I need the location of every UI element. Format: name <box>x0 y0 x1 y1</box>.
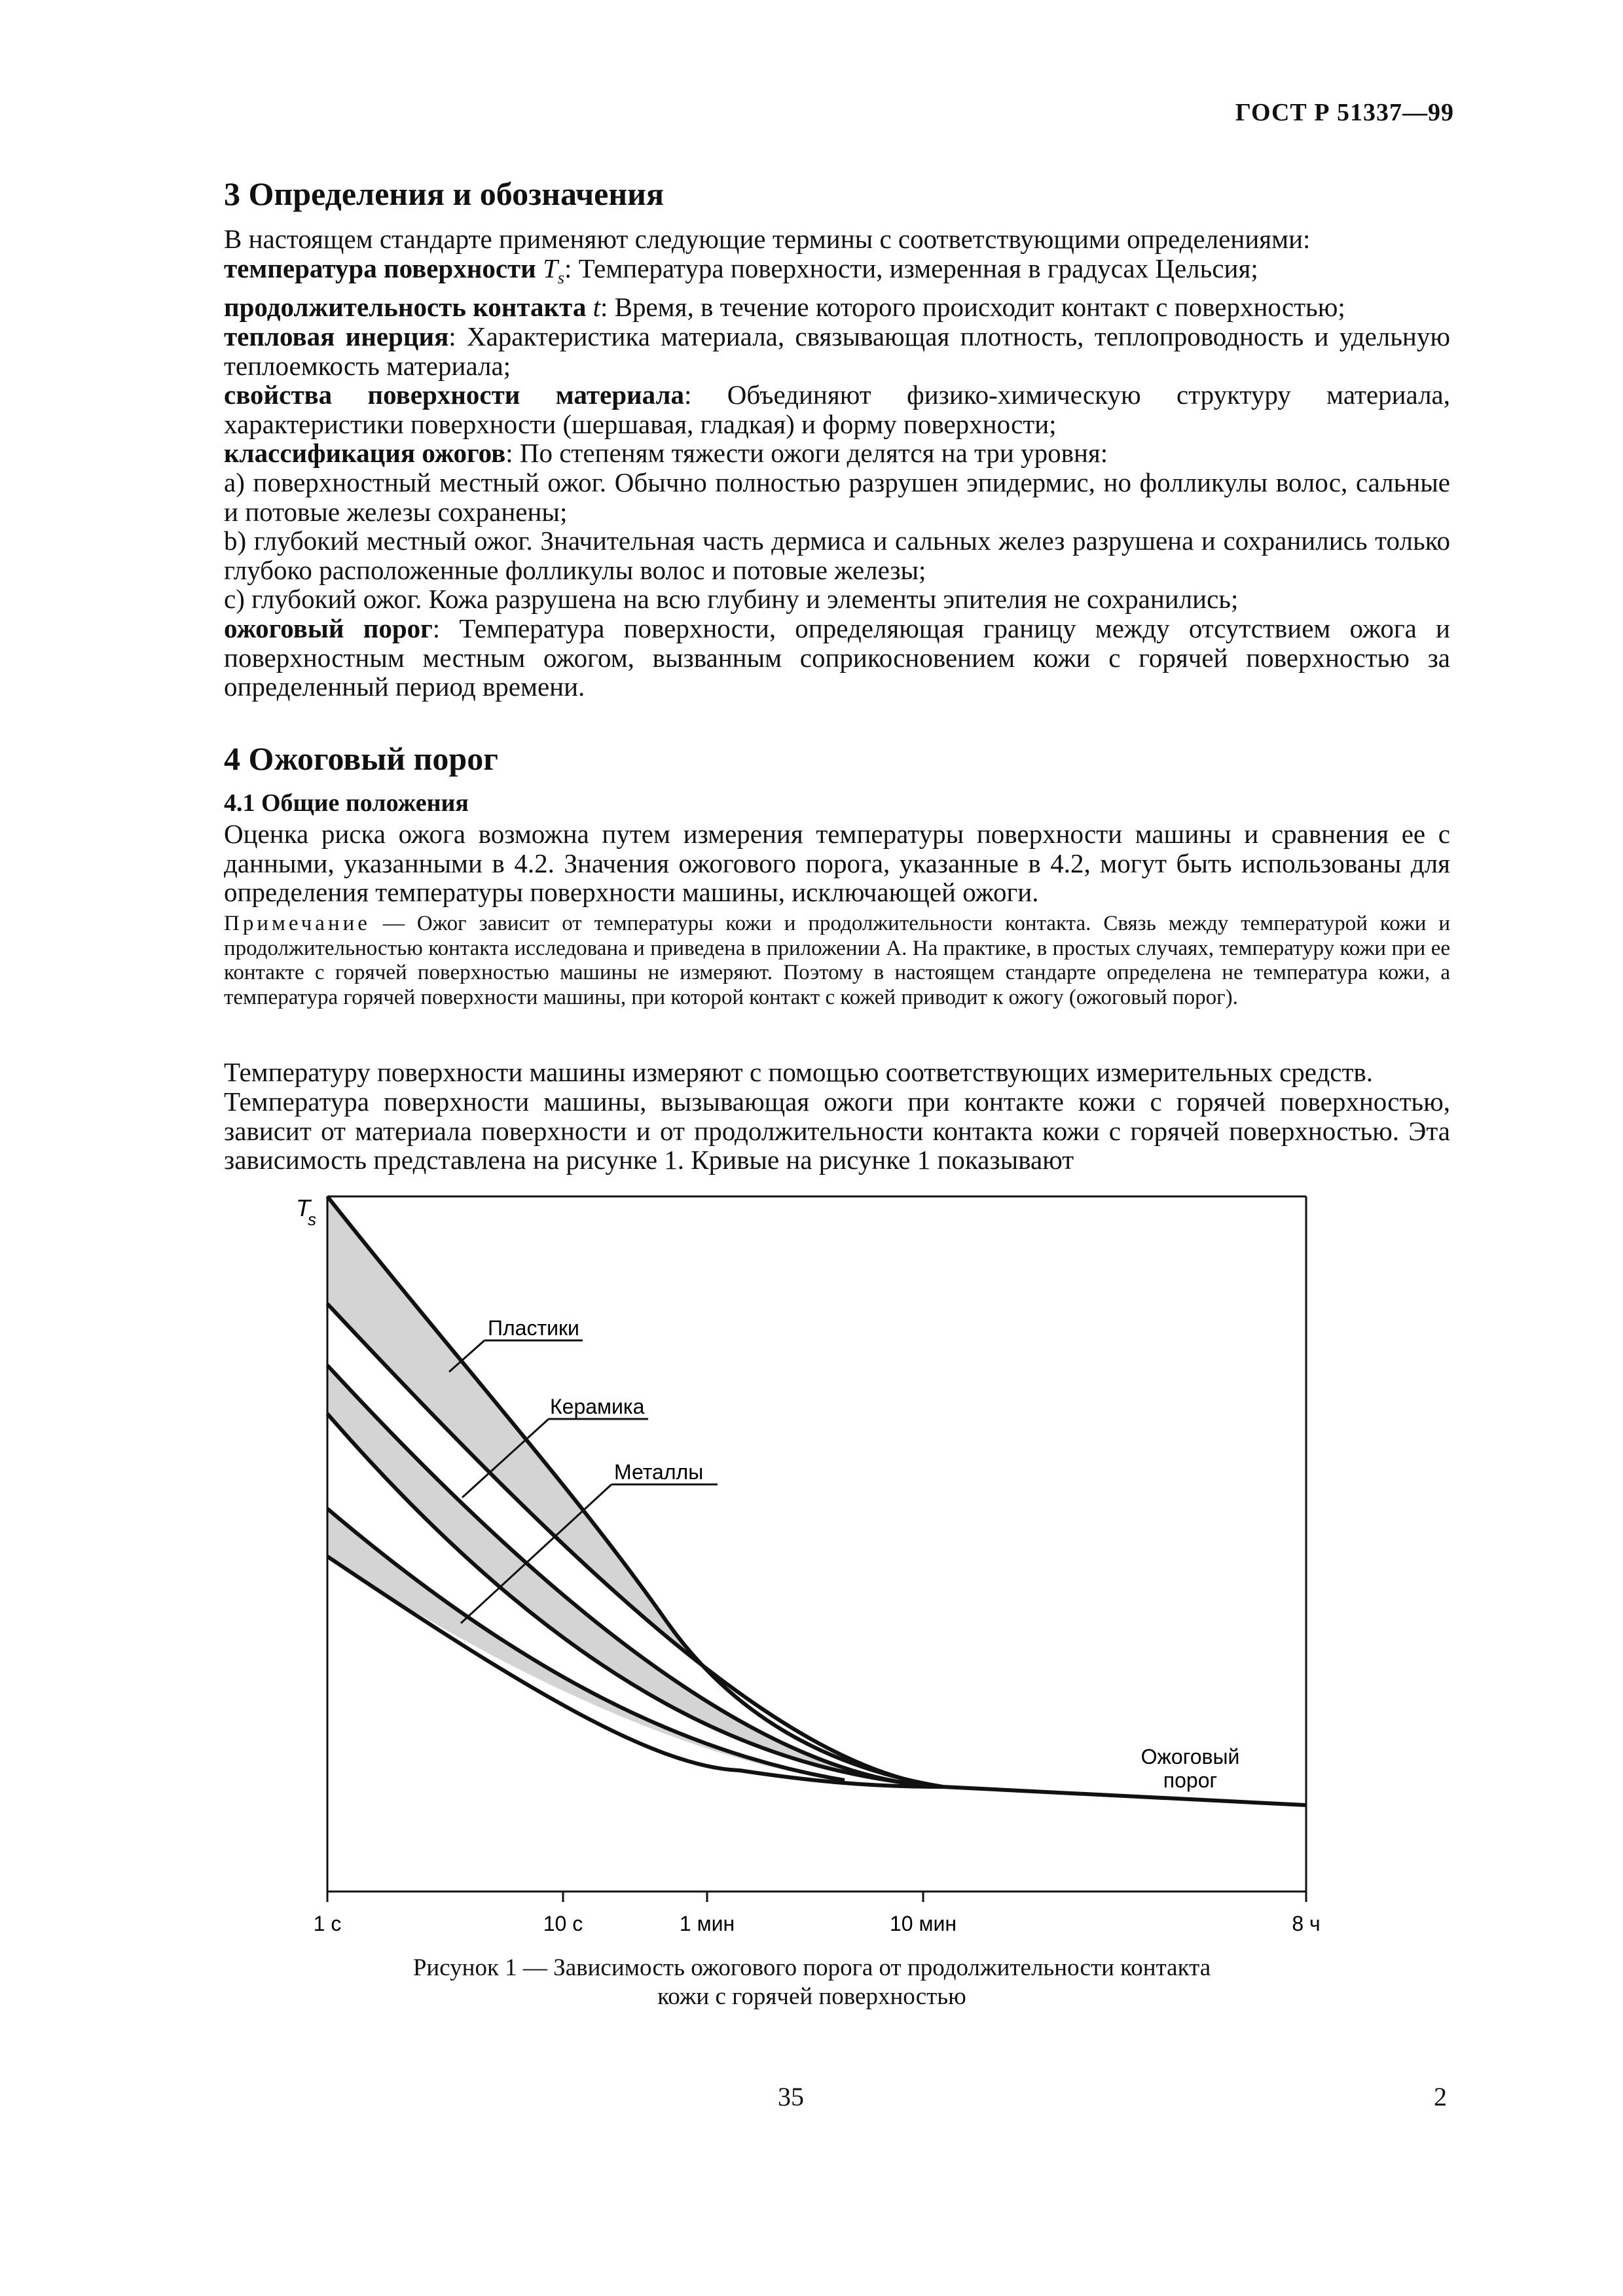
x-tick-label: 10 мин <box>889 1912 957 1935</box>
y-axis-label-subscript: s <box>308 1210 316 1229</box>
subsection-4-1-title: 4.1 Общие положения <box>224 789 469 817</box>
section-3-title: 3 Определения и обозначения <box>224 175 665 212</box>
term: ожоговый порог <box>224 613 433 643</box>
definition-contact-duration <box>224 293 1450 322</box>
note-label: Примечание <box>224 912 371 935</box>
term: продолжительность контакта <box>224 292 593 323</box>
definition-thermal-inertia <box>224 322 1450 380</box>
term: свойства поверхности материала <box>224 380 685 410</box>
term: тепловая инерция <box>224 321 449 351</box>
page-number-right: 2 <box>1434 2082 1447 2111</box>
list-item-b: b) глубокий местный ожог. Значительная часть дермиса и сальных желез разрушена и сохранились только глубоко расположенные фолликулы волос и потовые железы; <box>224 526 1450 585</box>
section-4-para-3: Температура поверхности машины, вызывающая ожоги при контакте кожи с горячей поверхностью, зависит от материала поверхности и от продолжительности контакта кожи с горячей поверхностью. Эта зависимость представлена на рисунке 1. Кривые на рисунке 1 показывают <box>224 1086 1450 1175</box>
section-4-title: 4 Ожоговый порог <box>224 740 498 777</box>
burn-threshold-line <box>943 1787 1306 1805</box>
definition-burn-threshold <box>224 614 1450 702</box>
term: классификация ожогов <box>224 438 506 469</box>
burn-threshold-chart <box>262 1185 1362 1950</box>
definition: : Объединяют физико-химическую структуру материала, характеристики поверхности (шершавая, гладкая) и форму поверхности; <box>224 380 1451 439</box>
section-3-body <box>224 224 1450 702</box>
note-block <box>224 912 1450 1010</box>
section-4-para-2: Температуру поверхности машины измеряют с помощью соответствующих измерительных средств. <box>224 1057 1374 1087</box>
list-item-a: a) поверхностный местный ожог. Обычно полностью разрушен эпидермис, но фолликулы волос, сальные и потовые железы сохранены; <box>224 467 1450 527</box>
definition: : По степеням тяжести ожоги делятся на три уровня: <box>505 438 1108 469</box>
section-4-para-1: Оценка риска ожога возможна путем измерения температуры поверхности машины и сравнения ее с данными, указанными в 4.2. Значения ожогового порога, указанные в 4.2, могут быть использованы для определения температуры поверхности машины, исключающей ожоги. <box>224 819 1450 908</box>
document-code: ГОСТ Р 51337—99 <box>1235 99 1454 126</box>
definition: : Характеристика материала, связывающая плотность, теплопроводность и удельную теплоемкость материала; <box>224 321 1450 381</box>
symbol: t <box>593 292 600 323</box>
ceramics-label: Керамика <box>550 1395 645 1418</box>
definition: : Температура поверхности, определяющая границу между отсутствием ожога и поверхностным местным ожогом, вызванным соприкосновением кожи с горячей поверхностью за определенный период времени. <box>224 613 1450 702</box>
definition-burn-classification <box>224 439 1450 468</box>
list-item-c: c) глубокий ожог. Кожа разрушена на всю глубину и элементы эпителия не сохранились; <box>224 584 1239 615</box>
burn-threshold-label-line1: Ожоговый <box>1140 1745 1240 1768</box>
symbol-subscript: s <box>557 268 564 287</box>
definition-surface-properties <box>224 380 1450 439</box>
y-axis-label: T <box>296 1194 310 1221</box>
plastics-label: Пластики <box>488 1316 579 1340</box>
term: температура поверхности <box>224 253 543 283</box>
metals-label: Металлы <box>614 1460 704 1484</box>
caption-line-1: Рисунок 1 — Зависимость ожогового порога от продолжительности контакта <box>412 1954 1211 1981</box>
definition: : Температура поверхности, измеренная в градусах Цельсия; <box>564 253 1258 283</box>
definition: : Время, в течение которого происходит контакт с поверхностью; <box>600 292 1345 323</box>
x-tick-label: 8 ч <box>1292 1912 1321 1935</box>
x-tick-label: 1 мин <box>679 1912 735 1935</box>
symbol: T <box>543 253 558 283</box>
page-number-center: 35 <box>778 2082 804 2111</box>
caption-line-2: кожи с горячей поверхностью <box>657 1983 966 2010</box>
note-text: — Ожог зависит от температуры кожи и продолжительности контакта. Связь между температурой кожи и продолжительностью контакта исследована и приведена в приложении А. На практике, в простых случаях, температуру кожи при ее контакте с горячей поверхностью машины не измеряют. Поэтому в настоящем стандарте определена не температура кожи, а температура горячей поверхности машины, при которой контакт с кожей приводит к ожогу (ожоговый порог). <box>224 912 1450 1009</box>
x-tick-label: 1 с <box>313 1912 342 1935</box>
burn-threshold-label-line2: порог <box>1163 1768 1218 1792</box>
figure-caption <box>347 1954 1277 2011</box>
definition-surface-temperature <box>224 254 1450 293</box>
x-tick-label: 10 с <box>543 1912 583 1935</box>
intro-paragraph: В настоящем стандарте применяют следующие термины с соответствующими определениями: <box>224 224 1311 254</box>
